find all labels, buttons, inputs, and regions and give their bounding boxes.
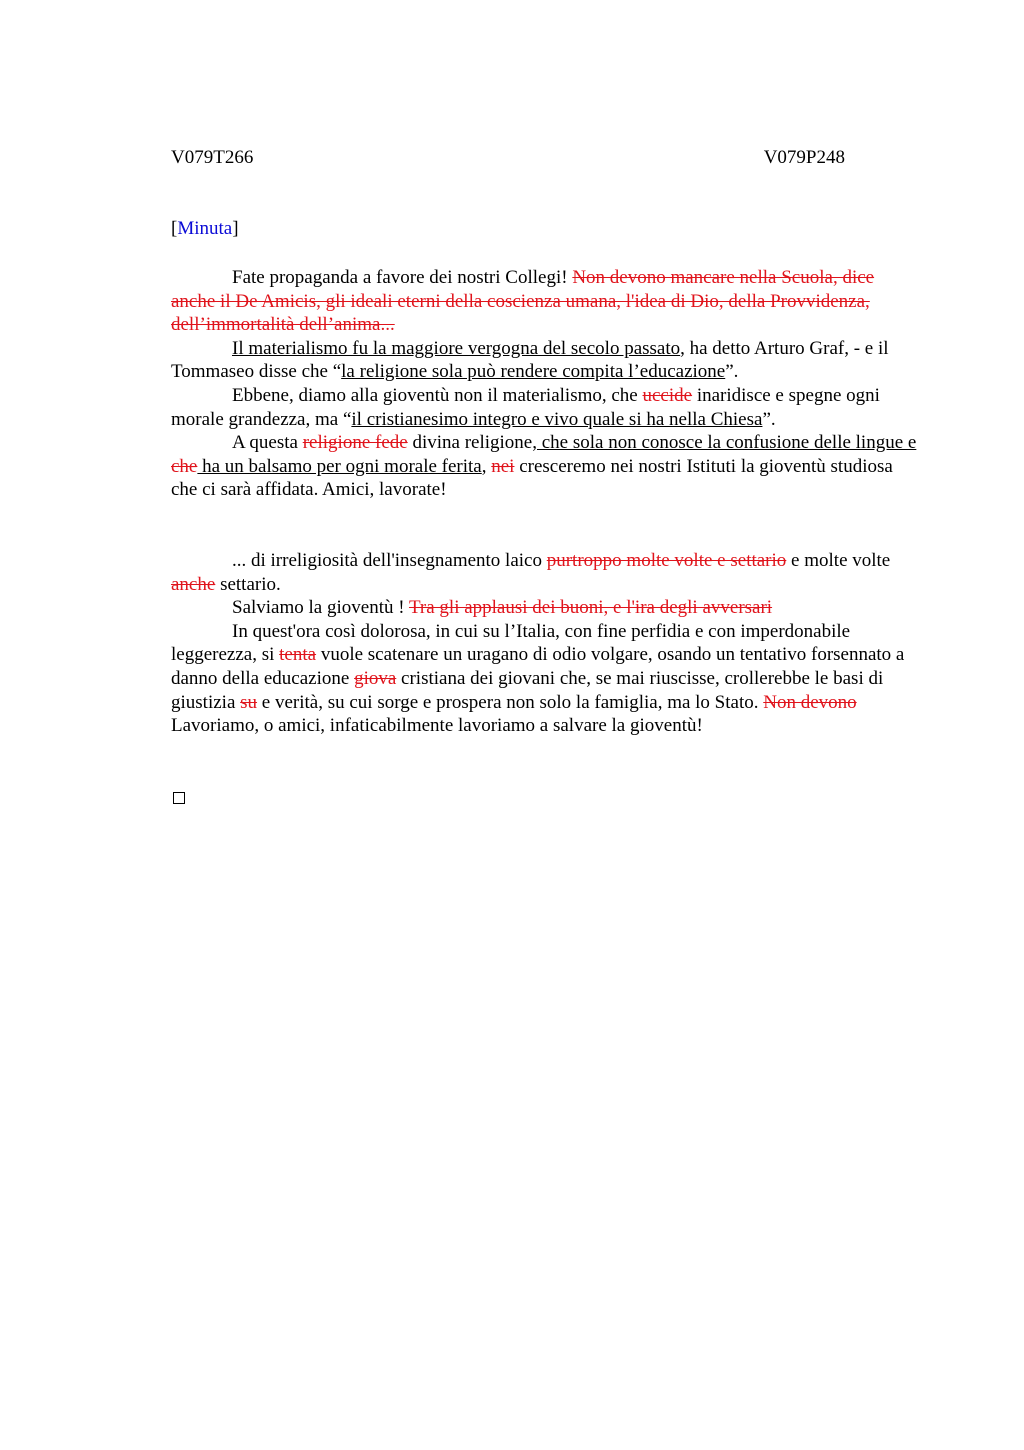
text-run: ”. <box>762 408 776 430</box>
paragraph-5 <box>171 549 921 596</box>
deleted-text: giova <box>354 667 397 689</box>
text-run: e molte volte <box>786 549 891 571</box>
text-run: divina religione <box>407 432 533 454</box>
paragraph-2 <box>171 337 921 384</box>
label-open-bracket: [ <box>171 218 178 239</box>
text-run: cresceremo nei nostri Istituti la gioventù studiosa che ci sarà affidata. Amici, lavorate! <box>171 455 893 501</box>
deleted-text: anche <box>171 573 216 595</box>
text-run: inaridisce e spegne ogni morale grandezza, ma “ <box>171 384 880 430</box>
paragraph-7 <box>171 620 921 738</box>
text-run: settario. <box>215 573 281 595</box>
text-run: In quest'ora così dolorosa, in cui su l’Italia, con fine perfidia e con imperdonabile leggerezza, si <box>171 620 851 666</box>
text-run: cristiana dei giovani che, se mai riuscisse, crollerebbe le basi di giustizia <box>171 667 884 713</box>
paragraph-4 <box>171 431 921 502</box>
underlined-text: ha un balsamo per ogni morale ferita <box>197 455 482 477</box>
deleted-text: Non devono mancare nella Scuola, dice anche il De Amicis, gli ideali eterni della coscienza umana, l'idea di Dio, della Provvidenza, dell’immortalità dell’anima... <box>171 267 875 336</box>
text-run: A questa <box>232 432 303 454</box>
deleted-text: religione fede <box>302 432 408 454</box>
paragraph-6 <box>171 596 921 620</box>
text-run: Lavoriamo, o amici, infaticabilmente lavoriamo a salvare la gioventù! <box>171 715 703 737</box>
underlined-quote: Il materialismo fu la maggiore vergogna del secolo passato <box>232 337 681 359</box>
text-run: ”. <box>725 361 739 383</box>
underlined-quote: il cristianesimo integro e vivo quale si ha nella Chiesa <box>351 408 763 430</box>
label-text: Minuta <box>177 218 233 239</box>
text-run: vuole scatenare un uragano di odio volgare, osando un tentativo forsennato a danno della educazione <box>171 644 905 689</box>
document-code-right: V079P248 <box>763 147 845 168</box>
underlined-quote: la religione sola può rendere compita l’educazione <box>341 361 726 383</box>
paragraph-1 <box>171 266 921 337</box>
deleted-text: uccide <box>642 384 693 406</box>
deleted-text: Tra gli applausi dei buoni, e l'ira degli avversari <box>408 597 773 619</box>
deleted-text: nei <box>491 455 515 477</box>
text-run: Ebbene, diamo alla gioventù non il materialismo, che <box>232 384 643 406</box>
document-body <box>171 266 921 738</box>
minuta-label <box>171 217 239 241</box>
document-code-left: V079T266 <box>171 147 254 168</box>
text-run: e verità, su cui sorge e prospera non solo la famiglia, ma lo Stato. <box>257 691 764 713</box>
deleted-text: purtroppo molte volte e settario <box>546 549 787 571</box>
deleted-text: che <box>171 455 198 477</box>
text-run: Salviamo la gioventù ! <box>232 597 409 619</box>
deleted-text: Non devono <box>763 691 857 713</box>
text-run: , ha detto Arturo Graf, - e il Tommaseo disse che “ <box>171 337 889 383</box>
text-run: Fate propaganda a favore dei nostri Collegi! <box>232 267 573 288</box>
deleted-text: tenta <box>279 644 317 666</box>
label-close-bracket: ] <box>232 218 239 239</box>
end-square-icon <box>173 792 185 804</box>
deleted-text: su <box>240 691 258 713</box>
text-run: ... di irreligiosità dell'insegnamento laico <box>232 549 547 571</box>
text-run: , <box>481 455 492 477</box>
underlined-text: , che sola non conosce la confusione delle lingue e <box>532 432 917 454</box>
section-gap <box>171 502 921 549</box>
paragraph-3 <box>171 384 921 431</box>
